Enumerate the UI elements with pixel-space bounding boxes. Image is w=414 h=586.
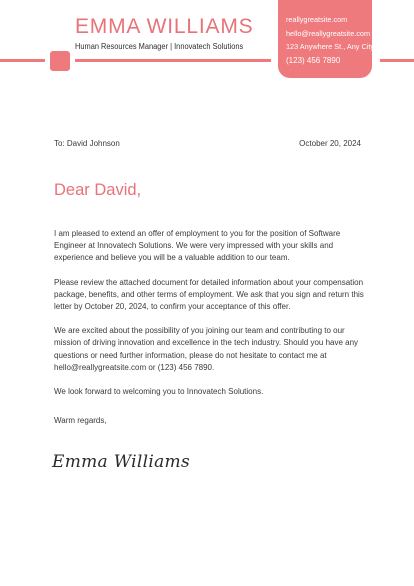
header-rule-left <box>0 59 45 62</box>
closing: Warm regards, <box>54 416 107 425</box>
body-paragraph: Please review the attached document for detailed information about your compensation package, benefits, and other terms of employment. We ask that you sign and return this letter by October 20, 2024, to confirm your acceptance of this offer. <box>54 277 364 312</box>
contact-panel <box>278 0 375 78</box>
signature: Emma Williams <box>52 452 190 472</box>
contact-website[interactable]: reallygreatsite.com <box>286 15 348 24</box>
contact-address: 123 Anywhere St., Any City <box>286 42 375 52</box>
salutation: Dear David, <box>54 181 142 199</box>
header-rule-right <box>380 59 414 62</box>
body-paragraph: We are excited about the possibility of you joining our team and contributing to our mission of driving innovation and excellence in the tech industry. Should you have any questions or need further information, please do not hesitate to contact me at hello@reallygreatsite.com or (123) 456 7890. <box>54 326 359 372</box>
accent-square <box>50 51 70 71</box>
body-paragraph: We look forward to welcoming you to Innovatech Solutions. <box>54 387 264 397</box>
body-paragraph: I am pleased to extend an offer of employment to you for the position of Software Engineer at Innovatech Solutions. We were very impressed with your skills and experience and believe you will be a valuable addition to our team. <box>54 229 341 263</box>
sender-title: Human Resources Manager | Innovatech Solutions <box>75 42 244 51</box>
contact-phone: (123) 456 7890 <box>286 55 341 65</box>
contact-email[interactable]: hello@reallygreatsite.com <box>286 28 371 38</box>
letter-date: October 20, 2024 <box>299 139 361 148</box>
header-rule-middle <box>75 59 271 62</box>
sender-name: EMMA WILLIAMS <box>75 15 254 38</box>
letter-body <box>54 228 366 410</box>
recipient-line: To: David Johnson <box>54 139 120 148</box>
